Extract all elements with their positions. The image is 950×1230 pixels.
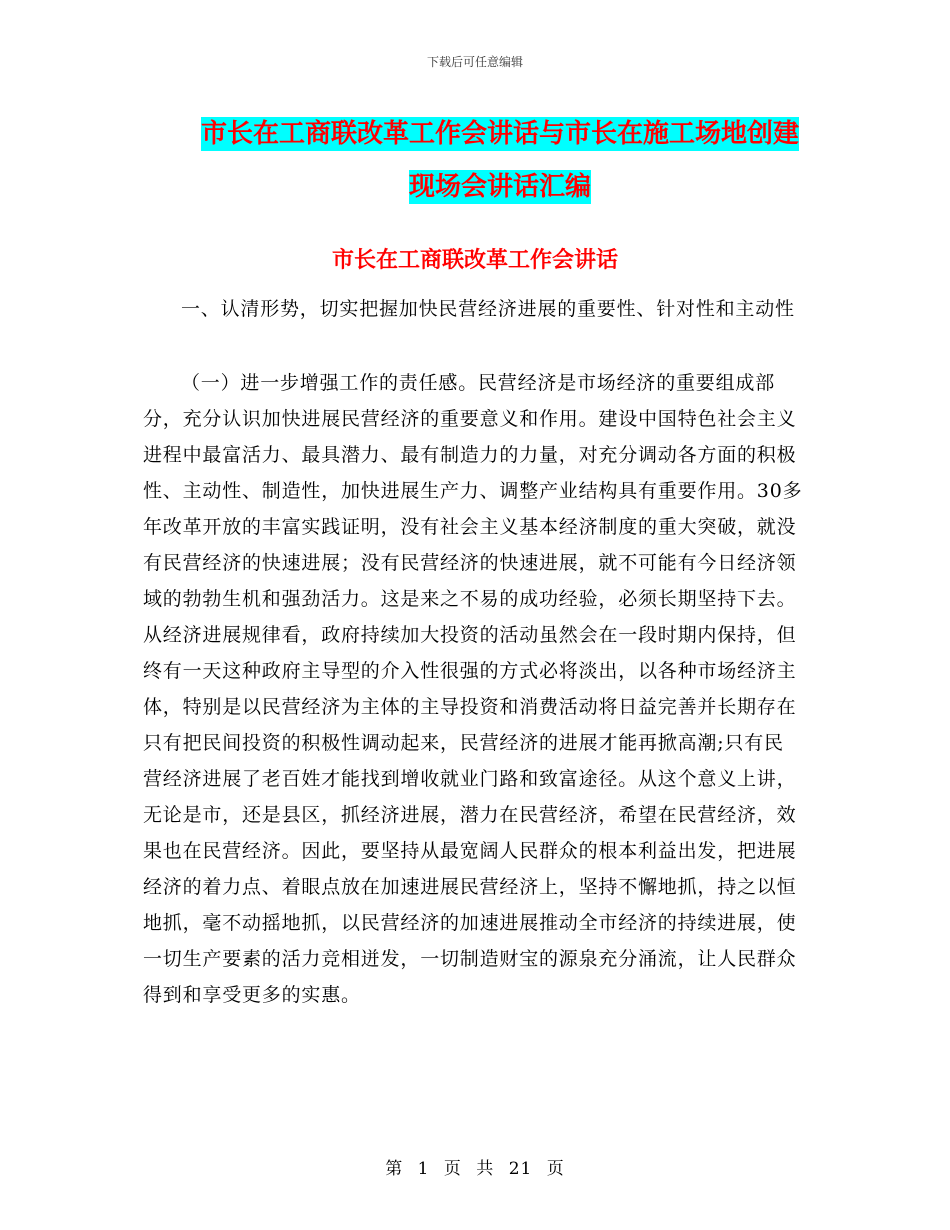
- document-title-line1: 市长在工商联改革工作会讲话与市长在施工场地创建: [200, 119, 799, 149]
- footer-label-ye: 页: [443, 1159, 462, 1179]
- paragraph-body: [143, 365, 803, 1013]
- footer-label-ye2: 页: [546, 1159, 565, 1179]
- footer-label-di: 第: [385, 1159, 404, 1179]
- paragraph-text: 一、认清形势，切实把握加快民营经济进展的重要性、针对性和主动性: [181, 298, 795, 320]
- document-title: [150, 108, 850, 214]
- footer-page-total: 21: [508, 1159, 533, 1179]
- footer-page-current: 1: [417, 1159, 430, 1179]
- section-title: 市长在工商联改革工作会讲话: [331, 248, 618, 273]
- paragraph-text: （一）进一步增强工作的责任感。民营经济是市场经济的重要组成部分，充分认识加快进展民营经济的重要意义和作用。建设中国特色社会主义进程中最富活力、最具潜力、最有制造力的力量，对充分调动各方面的积极性、主动性、制造性，加快进展生产力、调整产业结构具有重要作用。30多年改革开放的丰富实践证明，没有社会主义基本经济制度的重大突破，就没有民营经济的快速进展；没有民营经济的快速进展，就不可能有今日经济领域的勃勃生机和强劲活力。这是来之不易的成功经验，必须长期坚持下去。从经济进展规律看，政府持续加大投资的活动虽然会在一段时期内保持，但终有一天这种政府主导型的介入性很强的方式必将淡出，以各种市场经济主体，特别是以民营经济为主体的主导投资和消费活动将日益完善并长期存在只有把民间投资的积极性调动起来，民营经济的进展才能再掀高潮;只有民营经济进展了老百姓才能找到增收就业门路和致富途径。从这个意义上讲，无论是市，还是县区，抓经济进展，潜力在民营经济，希望在民营经济，效果也在民营经济。因此，要坚持从最宽阔人民群众的根本利益出发，把进展经济的着力点、着眼点放在加速进展民营经济上，坚持不懈地抓，持之以恒地抓，毫不动摇地抓，以民营经济的加速进展推动全市经济的持续进展，使一切生产要素的活力竞相迸发，一切制造财宝的源泉充分涌流，让人民群众得到和享受更多的实惠。: [143, 372, 803, 1006]
- paragraph-heading: [143, 291, 803, 327]
- document-title-line2: 现场会讲话汇编: [408, 172, 591, 202]
- footer-label-gong: 共: [476, 1159, 495, 1179]
- page-footer: [0, 1154, 950, 1179]
- header-note: 下载后可任意编辑: [426, 55, 523, 69]
